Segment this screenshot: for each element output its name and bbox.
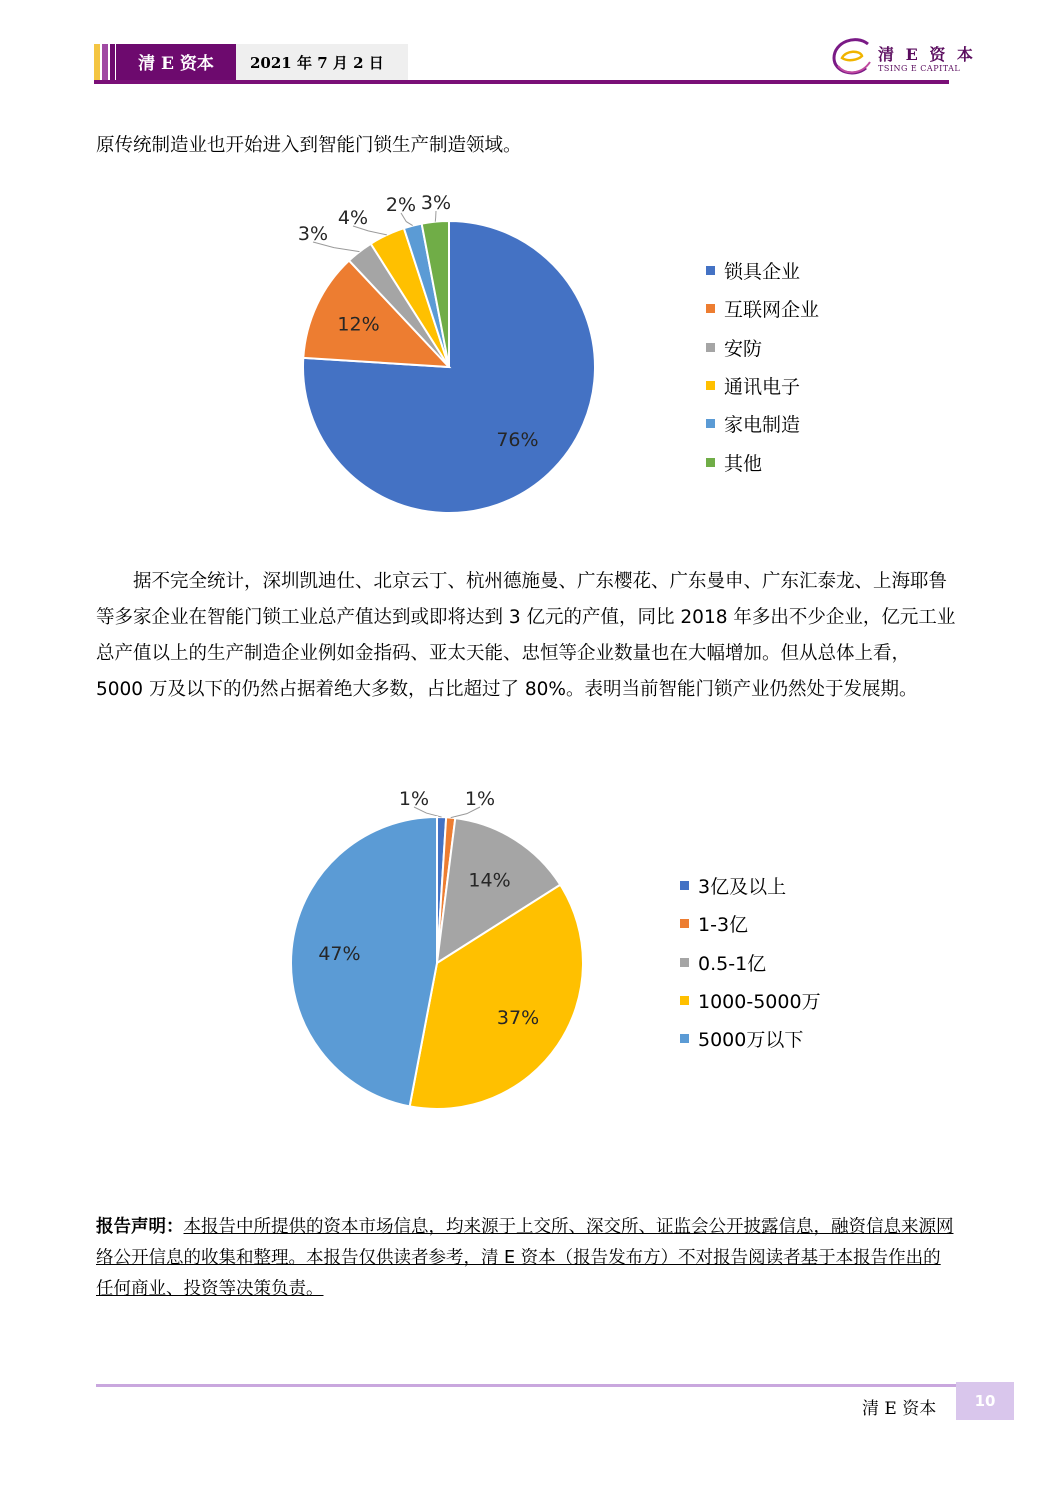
legend-swatch-1-3 [706,381,715,390]
data-label-2-3: 37% [496,1007,540,1030]
logo-english-text: TSING E CAPITAL [878,64,961,73]
legend-item-2-0 [680,875,786,899]
legend-label-1-5: 其他 [724,452,763,475]
data-label-1-0: 76% [496,428,539,451]
legend-swatch-1-4 [706,419,715,428]
legend-label-1-1: 互联网企业 [724,299,820,322]
legend-item-2-1 [680,913,748,937]
legend-label-2-1: 1-3亿 [698,914,749,937]
legend-swatch-2-1 [680,919,689,928]
legend-label-1-2: 安防 [724,337,763,360]
header-brand: 清 E 资本 [116,44,236,84]
legend-label-1-0: 锁具企业 [724,261,801,283]
footer-rule [96,1384,956,1387]
logo-chinese-text: 清 E 资 本 [878,45,976,64]
data-label-1-3: 4% [337,207,369,229]
legend-item-1-4 [706,413,800,437]
data-label-1-1: 12% [337,313,380,336]
data-label-1-2: 3% [297,223,329,245]
legend-swatch-1-5 [706,458,715,467]
pie-chart-enterprise-types [298,192,595,513]
legend-swatch-2-3 [680,996,689,1005]
legend-label-2-3: 1000-5000万 [698,990,821,1013]
legend-swatch-1-1 [706,304,715,313]
header-date: 2021 年 7 月 2 日 [236,44,408,82]
disclaimer-label: 报告声明： [96,1217,184,1237]
report-disclaimer [96,1212,956,1305]
legend-item-2-4 [680,1028,803,1052]
intro-text: 原传统制造业也开始进入到智能门锁生产制造领域。 [96,135,522,156]
legend-item-1-5 [706,452,762,476]
legend-item-2-3 [680,990,821,1014]
body-paragraph: 据不完全统计，深圳凯迪仕、北京云丁、杭州德施曼、广东樱花、广东曼申、广东汇泰龙、上海耶鲁等多家企业在智能门锁工业总产值达到或即将达到 3 亿元的产值，同比 2018 年多出不少企业，亿元工业总产值以上的生产制造企业例如金指码、亚太天能、忠恒等企业数量也在大幅增加。但从总体上看，5000 万及以下的仍然占据着绝大多数，占比超过了 80%。表明当前智能门锁产业仍然处于发展期。 [96,571,956,700]
legend-label-2-4: 5000万以下 [698,1029,804,1052]
legend-item-1-3 [706,375,800,399]
pie-chart-output-value [291,788,583,1109]
legend-label-1-3: 通讯电子 [724,375,801,398]
data-label-2-4: 47% [318,942,361,965]
legend-swatch-2-4 [680,1034,689,1043]
legend-swatch-2-2 [680,958,689,967]
legend-label-2-0: 3亿及以上 [698,876,787,898]
data-label-2-0: 1% [398,788,430,810]
legend-swatch-2-0 [680,881,689,890]
data-label-2-1: 1% [464,788,496,810]
legend-item-1-1 [706,298,819,322]
legend-swatch-1-0 [706,266,715,275]
data-label-1-5: 3% [420,192,452,214]
footer-brand: 清 E 资本 [862,1399,937,1419]
legend-swatch-1-2 [706,343,715,352]
data-label-1-4: 2% [385,194,417,216]
legend-label-2-2: 0.5-1亿 [698,952,767,975]
disclaimer-text: 本报告中所提供的资本市场信息，均来源于上交所、深交所、证监会公开披露信息，融资信息来源网络公开信息的收集和整理。本报告仅供读者参考，清 E 资本（报告发布方）不对报告阅读者基于本报告作出的任何商业、投资等决策负责。 [96,1217,954,1299]
legend-item-1-0 [706,260,800,284]
legend-label-1-4: 家电制造 [724,414,801,437]
pie-slice-2-4 [291,817,437,1106]
legend-item-1-2 [706,337,762,361]
data-label-2-2: 14% [468,869,511,892]
page-number: 10 [956,1382,1014,1420]
legend-item-2-2 [680,952,766,976]
